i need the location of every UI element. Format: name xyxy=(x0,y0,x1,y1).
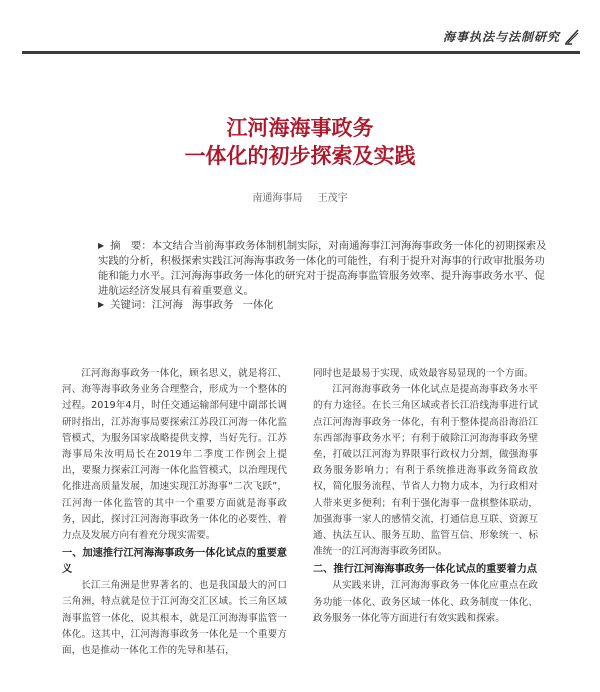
paragraph: 江河海海事政务一体化试点是提高海事政务水平的有力途径。在长三角区域或者长江沿线海事进行试点江河海海事政务一体化，有利于整体提高沿海沿江东西部海事政务水平；有利于破除江河海海事政务壁垒，打破以江河海为界限事行政权力分割，做强海事政务服务影响力；有利于系统推进海事政务简政放权，简化服务流程、节省人力物力成本，为行政相对人带来更多便利；有利于强化海事一盘棋整体联动，加强海事一家人的感情交流，打通信息互联、资源互通、执法互认、服务互助、监管互信、形象统一、标准统一的江河海海事政务团队。 xyxy=(313,384,538,558)
abstract-label: 摘 要： xyxy=(110,240,152,252)
abstract xyxy=(98,238,550,299)
abstract-text: 本文结合当前海事政务体制机制实际，对南通海事江河海海事政务一体化的初期探索及实践的分析，积极探索实践江河海海事政务一体化的可能性，有利于提升对海事的行政审批服务功能和能力水平。江河海海事政务一体化的研究对于提高海事监管服务效率、提升海事政务水平、促进航运经济发展具有着重要意义。 xyxy=(98,240,547,297)
byline xyxy=(0,189,600,204)
author-organization: 南通海事局 xyxy=(252,193,303,204)
author-name: 王茂宇 xyxy=(317,193,348,204)
keyword: 江河海 xyxy=(151,299,183,311)
article-title-line-1: 江河海海事政务 xyxy=(226,116,374,140)
section-heading: 二、推行江河海海事政务一体化试点的重要着力点 xyxy=(313,564,538,576)
paragraph: 江河海海事政务一体化，顾名思义，就是将江、河、海等海事政务业务合理整合，形成为一个整体的过程。2019年4月，时任交通运输部何建中副部长调研时指出，江苏海事局要探索江苏段江河海一体化监管模式，为服务国家战略提供支撑，当好先行。江苏海事局朱汝明局长在2019年二季度工作例会上提出，要聚力探索江河海一体化监管模式，以治理现代化推进高质量发展，加速实现江苏海事“二次飞跃”，江河海一体化监管的其中一个重要方面就是海事政务，因此，探讨江河海海事政务一体化的必要性、着力点及发展方向有着充分现实需要。 xyxy=(62,368,287,542)
section-heading: 一、加速推行江河海海事政务一体化试点的重要意义 xyxy=(62,548,287,576)
paragraph: 同时也是最易于实现、成效最容易显现的一个方面。 xyxy=(313,368,534,379)
journal-section-title: 海事执法与法制研究 xyxy=(442,30,560,44)
body-column-right xyxy=(313,366,538,627)
body-column-left xyxy=(62,366,287,659)
paragraph: 从实践来讲，江河海海事政务一体化应重点在政务功能一体化、政务区域一体化、政务制度一体化、政务服务一体化等方面进行有效实践和探索。 xyxy=(313,580,538,624)
keyword: 海事政务 xyxy=(191,299,234,311)
triangle-bullet-icon: ▶ xyxy=(98,300,105,309)
triangle-bullet-icon: ▶ xyxy=(98,241,105,250)
paragraph: 长江三角洲是世界著名的、也是我国最大的河口三角洲，特点就是位于江河海交汇区域。长三角区域海事监管一体化，说其根本，就是江河海海事监管一体化。这其中，江河海海事政务一体化是一个重要方面，也是推动一体化工作的先导和基石， xyxy=(62,580,287,657)
article-title-line-2: 一体化的初步探索及实践 xyxy=(184,144,416,168)
keywords xyxy=(98,296,283,311)
keyword: 一体化 xyxy=(242,299,274,311)
header-divider xyxy=(22,51,580,54)
magazine-leaf-icon xyxy=(564,27,580,45)
keywords-label: 关键词： xyxy=(110,299,152,311)
